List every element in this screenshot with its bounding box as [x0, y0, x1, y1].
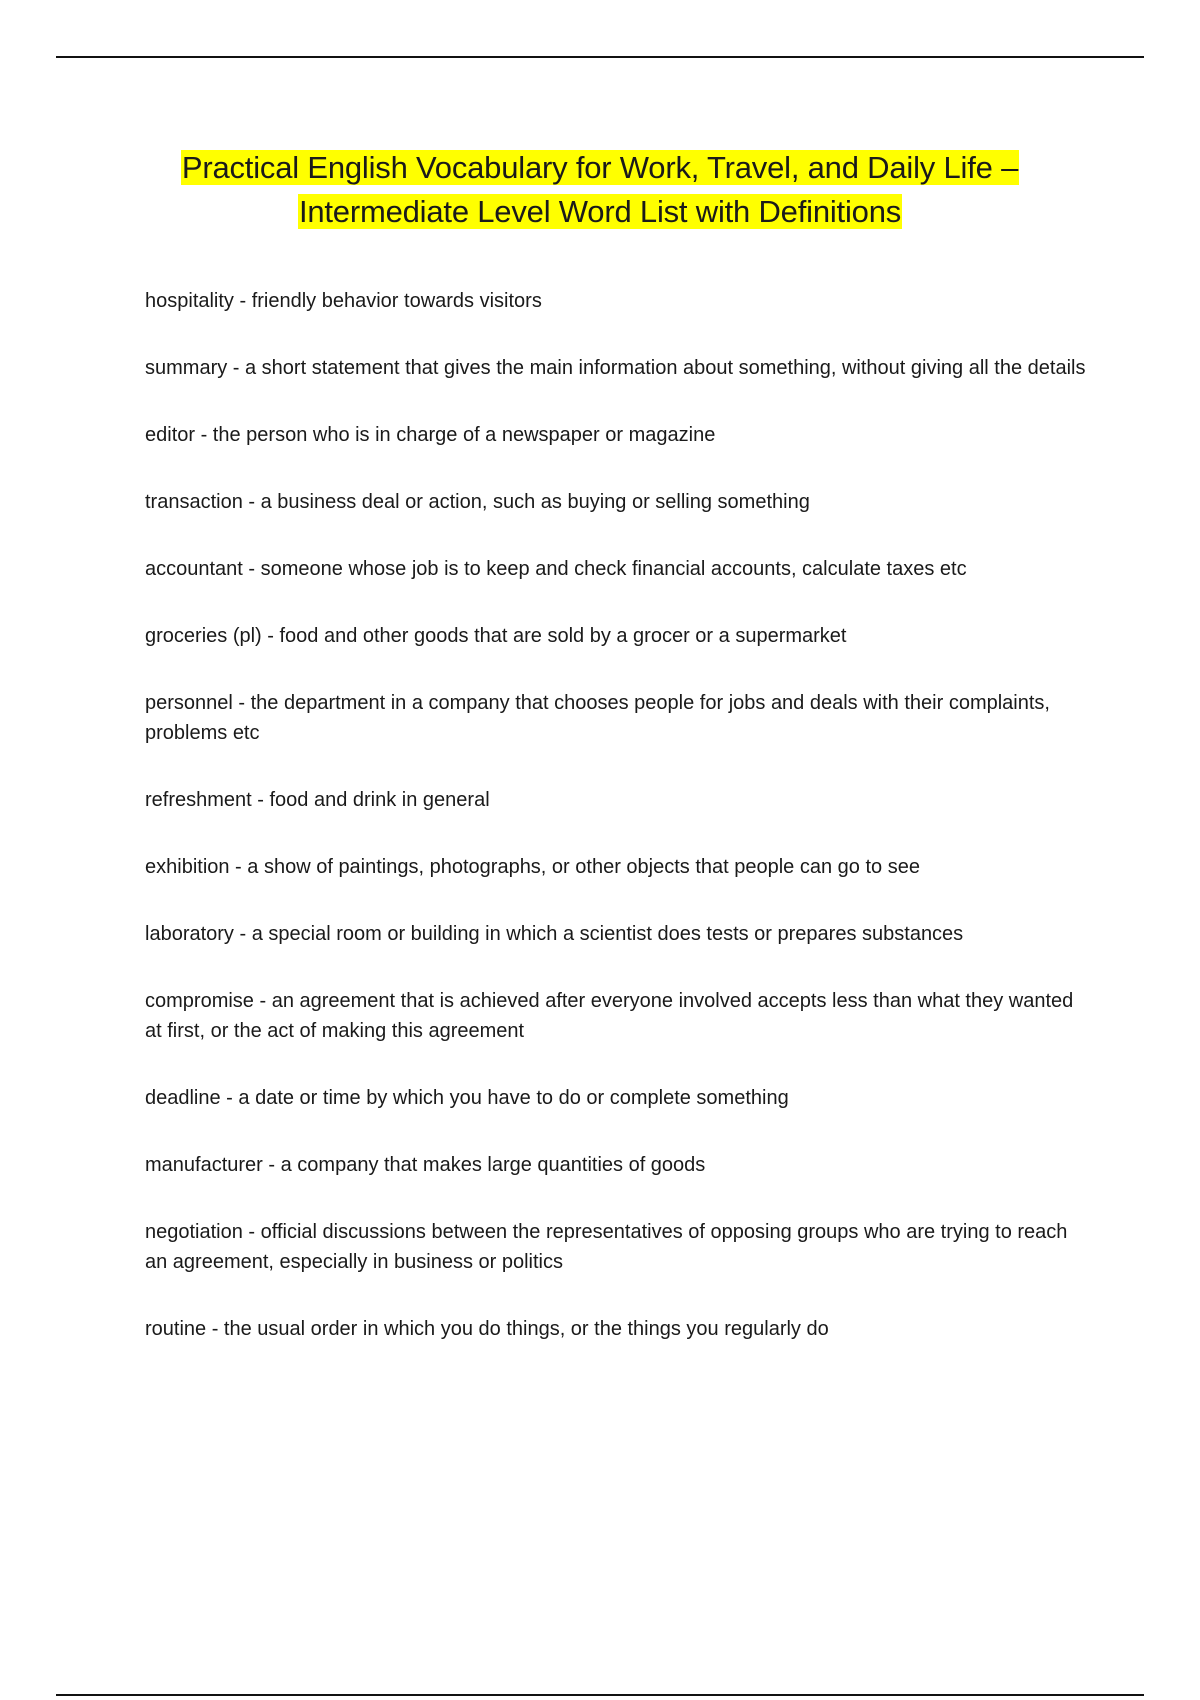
document-title [100, 146, 1100, 234]
vocabulary-entry: exhibition - a show of paintings, photographs, or other objects that people can go to see [145, 856, 920, 878]
vocabulary-entry: transaction - a business deal or action, such as buying or selling something [145, 491, 810, 513]
vocabulary-entry: groceries (pl) - food and other goods that are sold by a grocer or a supermarket [145, 625, 847, 647]
title-line-1: Practical English Vocabulary for Work, Travel, and Daily Life – [181, 150, 1019, 185]
vocabulary-entry: manufacturer - a company that makes large quantities of goods [145, 1154, 706, 1176]
title-line-2: Intermediate Level Word List with Definitions [298, 194, 902, 229]
vocabulary-entry: accountant - someone whose job is to keep and check financial accounts, calculate taxes etc [145, 558, 967, 580]
vocabulary-entry: hospitality - friendly behavior towards visitors [145, 290, 542, 312]
top-rule [56, 56, 1144, 58]
vocabulary-entry: personnel - the department in a company that chooses people for jobs and deals with their complaints, problems etc [145, 692, 1050, 744]
vocabulary-entry: editor - the person who is in charge of a newspaper or magazine [145, 424, 716, 446]
vocabulary-entry: deadline - a date or time by which you have to do or complete something [145, 1087, 789, 1109]
vocabulary-entry: negotiation - official discussions between the representatives of opposing groups who are trying to reach an agreement, especially in business or politics [145, 1221, 1068, 1273]
bottom-rule [56, 1694, 1144, 1696]
vocabulary-entry: routine - the usual order in which you do things, or the things you regularly do [145, 1318, 829, 1340]
vocabulary-list [145, 286, 1090, 1381]
vocabulary-entry: refreshment - food and drink in general [145, 789, 490, 811]
vocabulary-entry: summary - a short statement that gives the main information about something, without giving all the details [145, 357, 1086, 379]
vocabulary-entry: laboratory - a special room or building in which a scientist does tests or prepares substances [145, 923, 964, 945]
vocabulary-entry: compromise - an agreement that is achieved after everyone involved accepts less than what they wanted at first, or the act of making this agreement [145, 990, 1074, 1042]
